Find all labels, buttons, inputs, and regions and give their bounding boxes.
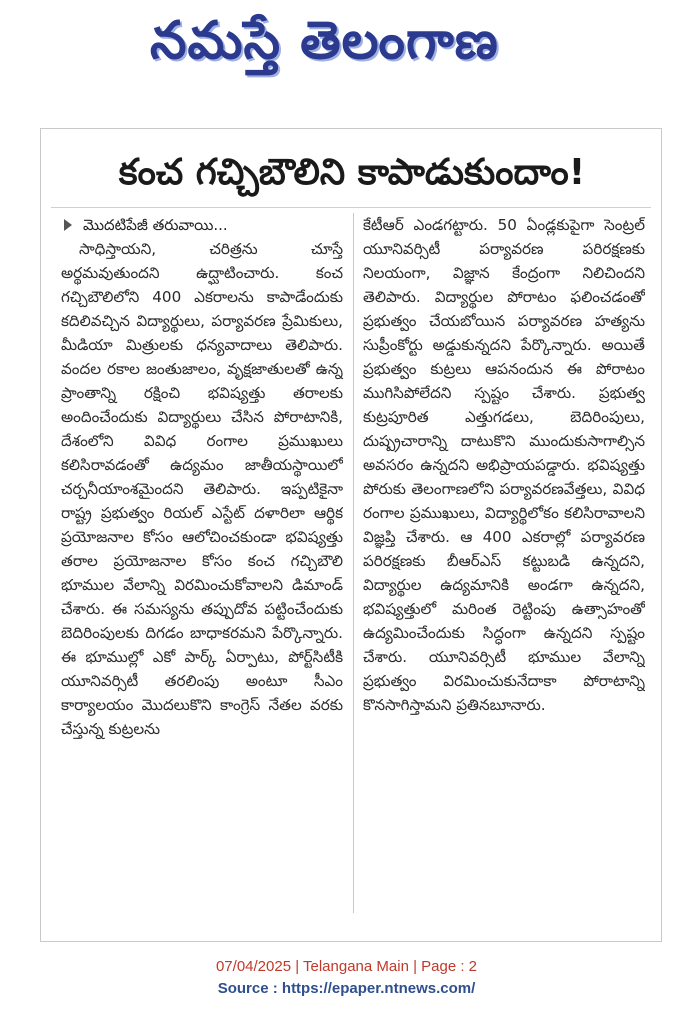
page-footer xyxy=(0,956,693,1000)
headline-rule xyxy=(51,207,651,208)
kicker-label: మొదటిపేజీ తరువాయి... xyxy=(83,216,228,234)
masthead xyxy=(0,0,693,80)
article-clipping xyxy=(40,128,662,942)
edition-info: 07/04/2025 | Telangana Main | Page : 2 xyxy=(215,958,478,975)
newspaper-logo: నమస్తే తెలంగాణ xyxy=(150,11,499,71)
article-column-right xyxy=(363,213,645,913)
chevron-right-icon xyxy=(61,218,75,232)
article-column-left xyxy=(61,213,343,913)
source-link[interactable]: Source : https://epaper.ntnews.com/ xyxy=(217,980,476,997)
column-divider xyxy=(353,213,354,913)
article-headline: కంచ గచ్చిబౌలిని కాపాడుకుందాం! xyxy=(118,152,586,193)
article-body-right: కేటీఆర్ ఎండగట్టారు. 50 ఏండ్లకుపైగా సెంట్రల్ యూనివర్సిటీ పర్యావరణ పరిరక్షణకు నిలయంగా, విజ్ఞాన కేంద్రంగా నిలిచిందని తెలిపారు. విద్యార్థుల పోరాటం ఫలించడంతో ప్రభుత్వం చేయబోయిన పర్యావరణ హత్యను సుప్రీంకోర్టు అడ్డుకున్నదని పేర్కొన్నారు. అయితే ప్రభుత్వం కుట్రలు ఆపనందున ఈ పోరాటం ముగిసిపోలేదని స్పష్టం చేశారు. ప్రభుత్వ కుట్రపూరిత ఎత్తుగడలు, బెదిరింపులు, దుష్ప్రచారాన్ని దాటుకొని ముందుకుసాగాల్సిన అవసరం ఉన్నదని అభిప్రాయపడ్డారు. భవిష్యత్తు పోరుకు తెలంగాణలోని పర్యావరణవేత్తలు, వివిధ రంగాల ప్రముఖులు, విద్యార్థిలోకం కలిసిరావాలని విజ్ఞప్తి చేశారు. ఆ 400 ఎకరాల్లో పర్యావరణ పరిరక్షణకు బీఆర్‌ఎస్ కట్టుబడి ఉన్నదని, విద్యార్థుల ఉద్యమానికి అండగా ఉన్నదని, భవిష్యత్తులో మరింత రెట్టింపు ఉత్సాహంతో ఉద్యమించేందుకు సిద్ధంగా ఉన్నదని స్పష్టం చేశారు. యూనివర్సిటీ భూముల వేలాన్ని ప్రభుత్వం విరమించుకునేదాకా పోరాటాన్ని కొనసాగిస్తామని ప్రతినబూనారు. xyxy=(363,216,645,714)
article-body-left: సాధిస్తాయని, చరిత్రను చూస్తే అర్థమవుతుందని ఉద్ఘాటించారు. కంచ గచ్చిబౌలిలోని 400 ఎకరాలను కాపాడేందుకు కదిలివచ్చిన విద్యార్థులు, పర్యావరణ ప్రేమికులు, మీడియా మిత్రులకు ధన్యవాదాలు తెలిపారు. వందల రకాల జంతుజాలం, వృక్షజాతులతో ఉన్న ప్రాంతాన్ని రక్షించి భవిష్యత్తు తరాలకు అందించేందుకు విద్యార్థులు చేసిన పోరాటానికి, దేశంలోని వివిధ రంగాల ప్రముఖులు కలిసిరావడంతో ఉద్యమం జాతీయస్థాయిలో చర్చనీయాంశమైందని తెలిపారు. ఇప్పటికైనా రాష్ట్ర ప్రభుత్వం రియల్ ఎస్టేట్ దళారిలా ఆర్థిక ప్రయోజనాల కోసం ఆలోచించకుండా భవిష్యత్తు తరాల ప్రయోజనాల కోసం కంచ గచ్చిబౌలి భూముల వేలాన్ని విరమించుకోవాలని డిమాండ్ చేశారు. ఈ సమస్యను తప్పుదోవ పట్టించేందుకు బెదిరింపులకు దిగడం బాధాకరమని పేర్కొన్నారు. ఈ భూముల్లో ఎకో పార్క్ ఏర్పాటు, పోర్ట్‌సిటీకి యూనివర్సిటీ తరలింపు అంటూ సీఎం కార్యాలయం మొదలుకొని కాంగ్రెస్ నేతల వరకు చేస్తున్న కుట్రలను xyxy=(61,240,343,738)
continuation-kicker xyxy=(61,213,343,237)
